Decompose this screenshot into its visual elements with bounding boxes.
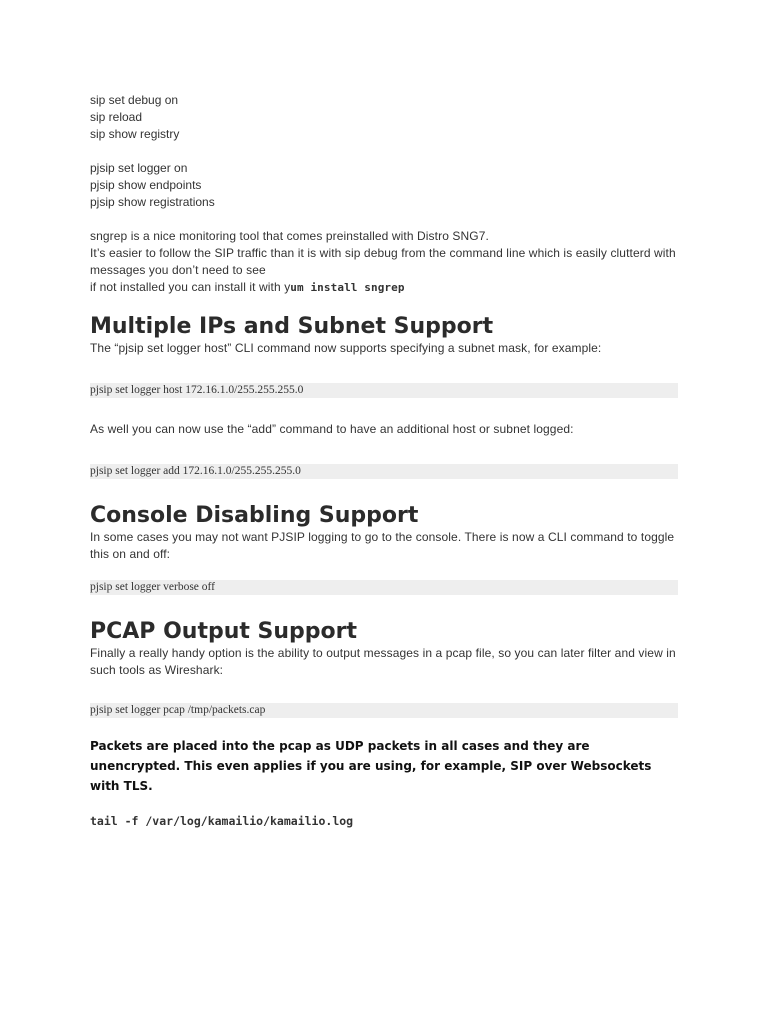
heading-multiple-ips: Multiple IPs and Subnet Support xyxy=(90,314,494,339)
heading-pcap: PCAP Output Support xyxy=(90,619,358,644)
code-block-pcap: pjsip set logger pcap /tmp/packets.cap xyxy=(90,703,678,718)
console-intro: In some cases you may not want PJSIP logging to go to the console. There is now a CLI command to toggle this on and off: xyxy=(90,530,675,561)
command-line: sip set debug on xyxy=(90,93,179,107)
code-block-verbose: pjsip set logger verbose off xyxy=(90,580,678,595)
install-prefix: if not installed you can install it with y xyxy=(90,280,291,294)
sngrep-line-2: It’s easier to follow the SIP traffic than it is with sip debug from the command line which is easily clutterd with messages you don’t need to see xyxy=(90,246,676,277)
multiple-ips-intro: The “pjsip set logger host” CLI command now supports specifying a subnet mask, for example: xyxy=(90,341,602,355)
install-command: um install sngrep xyxy=(290,281,405,294)
document-page xyxy=(90,92,680,828)
pjsip-commands xyxy=(90,160,680,211)
tail-command: tail -f /var/log/kamailio/kamailio.log xyxy=(90,814,354,828)
command-line: sip reload xyxy=(90,110,143,124)
sngrep-paragraph xyxy=(90,228,680,296)
pcap-intro: Finally a really handy option is the ability to output messages in a pcap file, so you can later filter and view in such tools as Wireshark: xyxy=(90,646,676,677)
heading-console: Console Disabling Support xyxy=(90,503,419,528)
sngrep-line-1: sngrep is a nice monitoring tool that comes preinstalled with Distro SNG7. xyxy=(90,229,489,243)
sngrep-install-line xyxy=(90,279,680,296)
command-line: sip show registry xyxy=(90,127,180,141)
sip-commands xyxy=(90,92,680,143)
pcap-note: Packets are placed into the pcap as UDP packets in all cases and they are unencrypted. This even applies if you are using, for example, SIP over Websockets with TLS. xyxy=(90,739,652,793)
command-line: pjsip set logger on xyxy=(90,161,188,175)
code-block-add: pjsip set logger add 172.16.1.0/255.255.255.0 xyxy=(90,464,678,479)
command-line: pjsip show registrations xyxy=(90,195,215,209)
code-block-host: pjsip set logger host 172.16.1.0/255.255.255.0 xyxy=(90,383,678,398)
command-line: pjsip show endpoints xyxy=(90,178,202,192)
multiple-ips-middle: As well you can now use the “add” command to have an additional host or subnet logged: xyxy=(90,422,574,436)
